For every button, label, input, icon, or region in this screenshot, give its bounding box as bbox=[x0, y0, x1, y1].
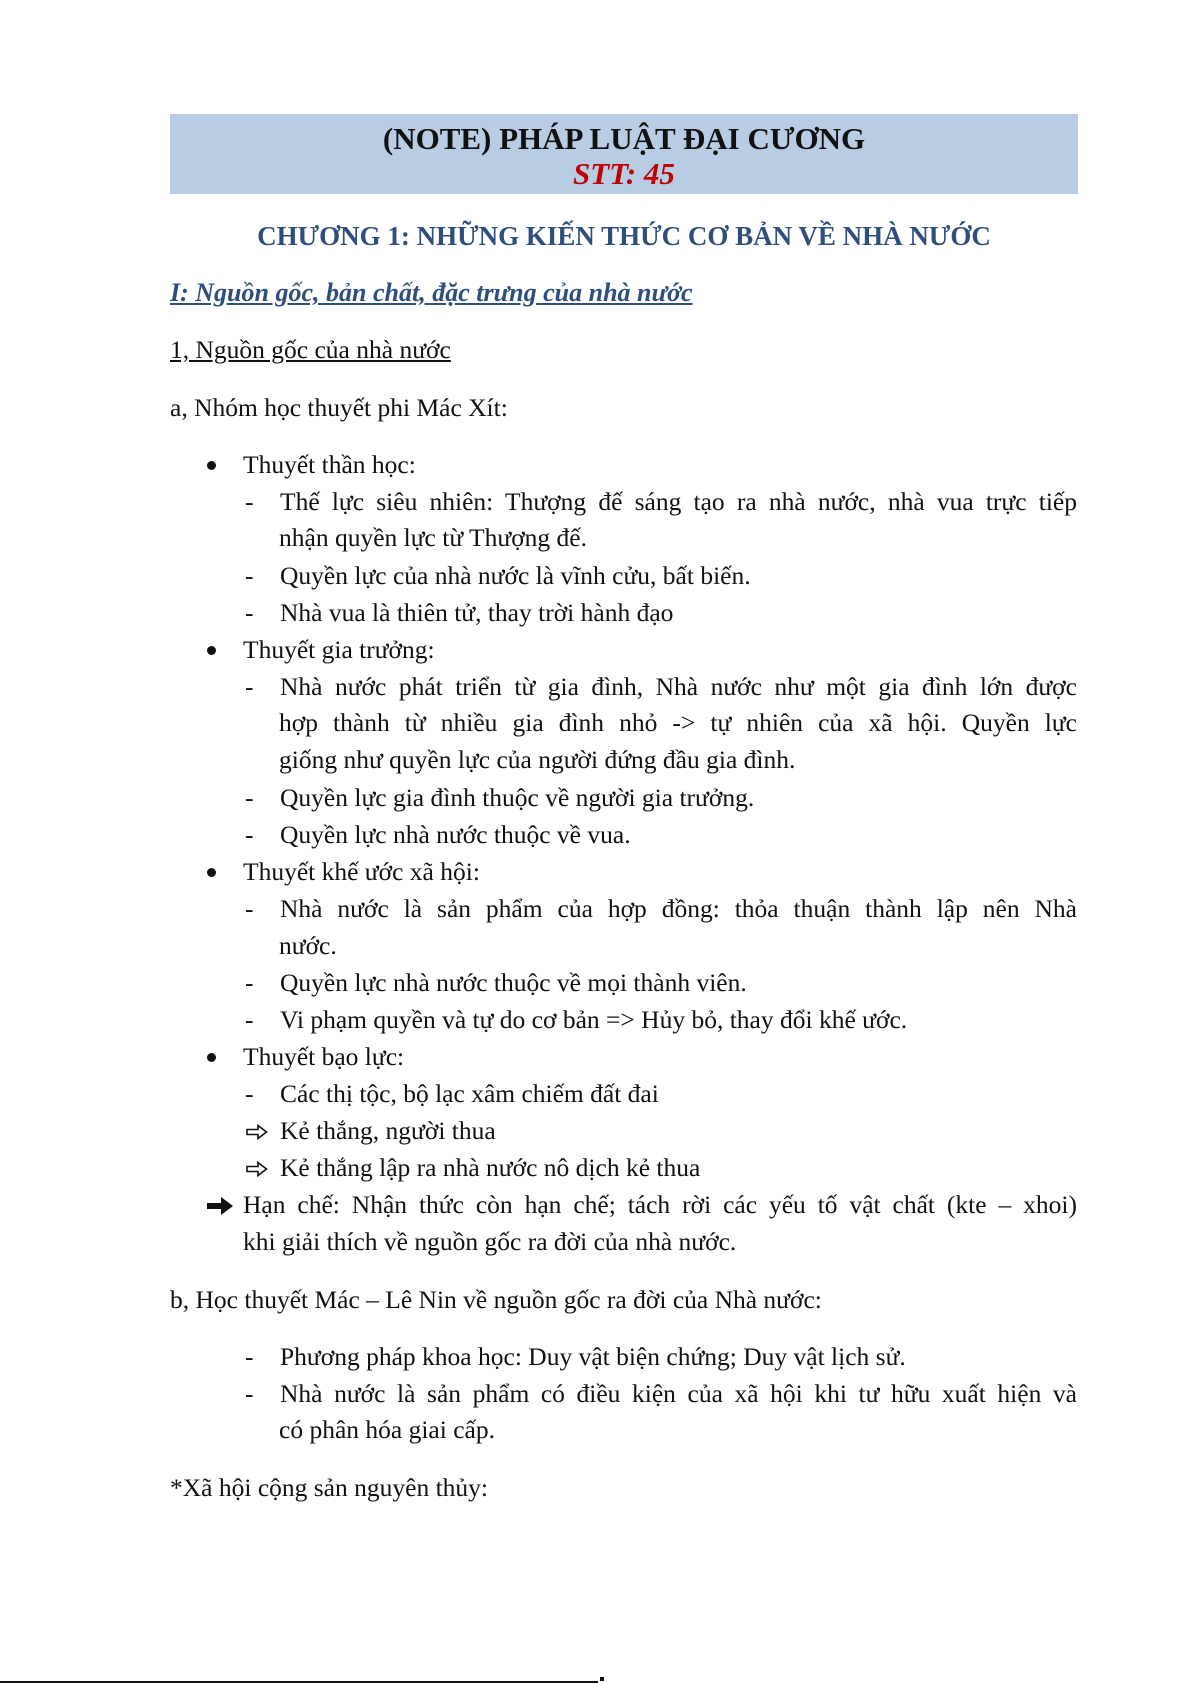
list-item: Quyền lực nhà nước thuộc về vua. bbox=[280, 820, 631, 849]
list-item-continued: nước. bbox=[279, 931, 337, 960]
footer-mark bbox=[600, 1677, 604, 1681]
document-title: (NOTE) PHÁP LUẬT ĐẠI CƯƠNG bbox=[382, 121, 866, 156]
subsection-heading: 1, Nguồn gốc của nhà nước bbox=[170, 335, 451, 364]
list-item: Nhà nước là sản phẩm có điều kiện của xã hội khi tư hữu xuất hiện và bbox=[280, 1379, 1077, 1408]
bold-arrow-icon bbox=[206, 1195, 234, 1217]
dash-marker: - bbox=[245, 894, 254, 923]
dash-marker: - bbox=[245, 1379, 254, 1408]
list-item-continued: nhận quyền lực từ Thượng đế. bbox=[279, 523, 588, 552]
list-item: Thế lực siêu nhiên: Thượng đế sáng tạo ra nhà nước, nhà vua trực tiếp bbox=[280, 487, 1077, 516]
primitive-society-heading: *Xã hội cộng sản nguyên thủy: bbox=[170, 1473, 488, 1502]
list-item: Quyền lực của nhà nước là vĩnh cửu, bất biến. bbox=[280, 561, 751, 590]
conclusion-text: Hạn chế: Nhận thức còn hạn chế; tách rời các yếu tố vật chất (kte – xhoi) bbox=[243, 1190, 1077, 1219]
outline-arrow-icon bbox=[246, 1124, 268, 1140]
dash-marker: - bbox=[245, 783, 254, 812]
group-b-title: b, Học thuyết Mác – Lê Nin về nguồn gốc ra đời của Nhà nước: bbox=[170, 1285, 822, 1314]
dash-marker: - bbox=[245, 487, 254, 516]
list-item: Quyền lực nhà nước thuộc về mọi thành viên. bbox=[280, 968, 747, 997]
section-heading: I: Nguồn gốc, bản chất, đặc trưng của nhà nước bbox=[170, 278, 693, 307]
dash-marker: - bbox=[245, 672, 254, 701]
dash-marker: - bbox=[245, 820, 254, 849]
list-item-continued: có phân hóa giai cấp. bbox=[279, 1415, 495, 1444]
group-a-title: a, Nhóm học thuyết phi Mác Xít: bbox=[170, 393, 508, 422]
list-item: Kẻ thắng lập ra nhà nước nô dịch kẻ thua bbox=[280, 1153, 701, 1182]
bullet-dot-icon bbox=[207, 646, 216, 655]
conclusion-text-continued: khi giải thích về nguồn gốc ra đời của nhà nước. bbox=[243, 1227, 737, 1256]
theory-title: Thuyết gia trưởng: bbox=[243, 635, 435, 664]
list-item-continued: giống như quyền lực của người đứng đầu gia đình. bbox=[279, 745, 796, 774]
list-item: Nhà nước là sản phẩm của hợp đồng: thỏa thuận thành lập nên Nhà bbox=[280, 894, 1077, 923]
list-item: Các thị tộc, bộ lạc xâm chiếm đất đai bbox=[280, 1079, 659, 1108]
bullet-dot-icon bbox=[207, 1053, 216, 1062]
dash-marker: - bbox=[245, 1005, 254, 1034]
list-item: Quyền lực gia đình thuộc về người gia trưởng. bbox=[280, 783, 755, 812]
bullet-dot-icon bbox=[207, 461, 216, 470]
dash-marker: - bbox=[245, 598, 254, 627]
title-banner bbox=[170, 114, 1078, 194]
bullet-dot-icon bbox=[207, 868, 216, 877]
dash-marker: - bbox=[245, 1342, 254, 1371]
theory-title: Thuyết bạo lực: bbox=[243, 1042, 405, 1071]
list-item: Kẻ thắng, người thua bbox=[280, 1116, 496, 1145]
list-item: Vi phạm quyền và tự do cơ bản => Hủy bỏ, thay đổi khế ước. bbox=[280, 1005, 908, 1034]
footer-rule bbox=[0, 1681, 598, 1683]
list-item: Phương pháp khoa học: Duy vật biện chứng; Duy vật lịch sử. bbox=[280, 1342, 906, 1371]
list-item: Nhà nước phát triển từ gia đình, Nhà nước như một gia đình lớn được bbox=[280, 672, 1077, 701]
dash-marker: - bbox=[245, 968, 254, 997]
chapter-heading: CHƯƠNG 1: NHỮNG KIẾN THỨC CƠ BẢN VỀ NHÀ NƯỚC bbox=[257, 221, 991, 251]
theory-title: Thuyết thần học: bbox=[243, 450, 416, 479]
list-item-continued: hợp thành từ nhiều gia đình nhỏ -> tự nhiên của xã hội. Quyền lực bbox=[279, 708, 1077, 737]
outline-arrow-icon bbox=[246, 1161, 268, 1177]
student-number: STT: 45 bbox=[573, 156, 675, 191]
dash-marker: - bbox=[245, 1079, 254, 1108]
list-item: Nhà vua là thiên tử, thay trời hành đạo bbox=[280, 598, 674, 627]
theory-title: Thuyết khế ước xã hội: bbox=[243, 857, 480, 886]
dash-marker: - bbox=[245, 561, 254, 590]
